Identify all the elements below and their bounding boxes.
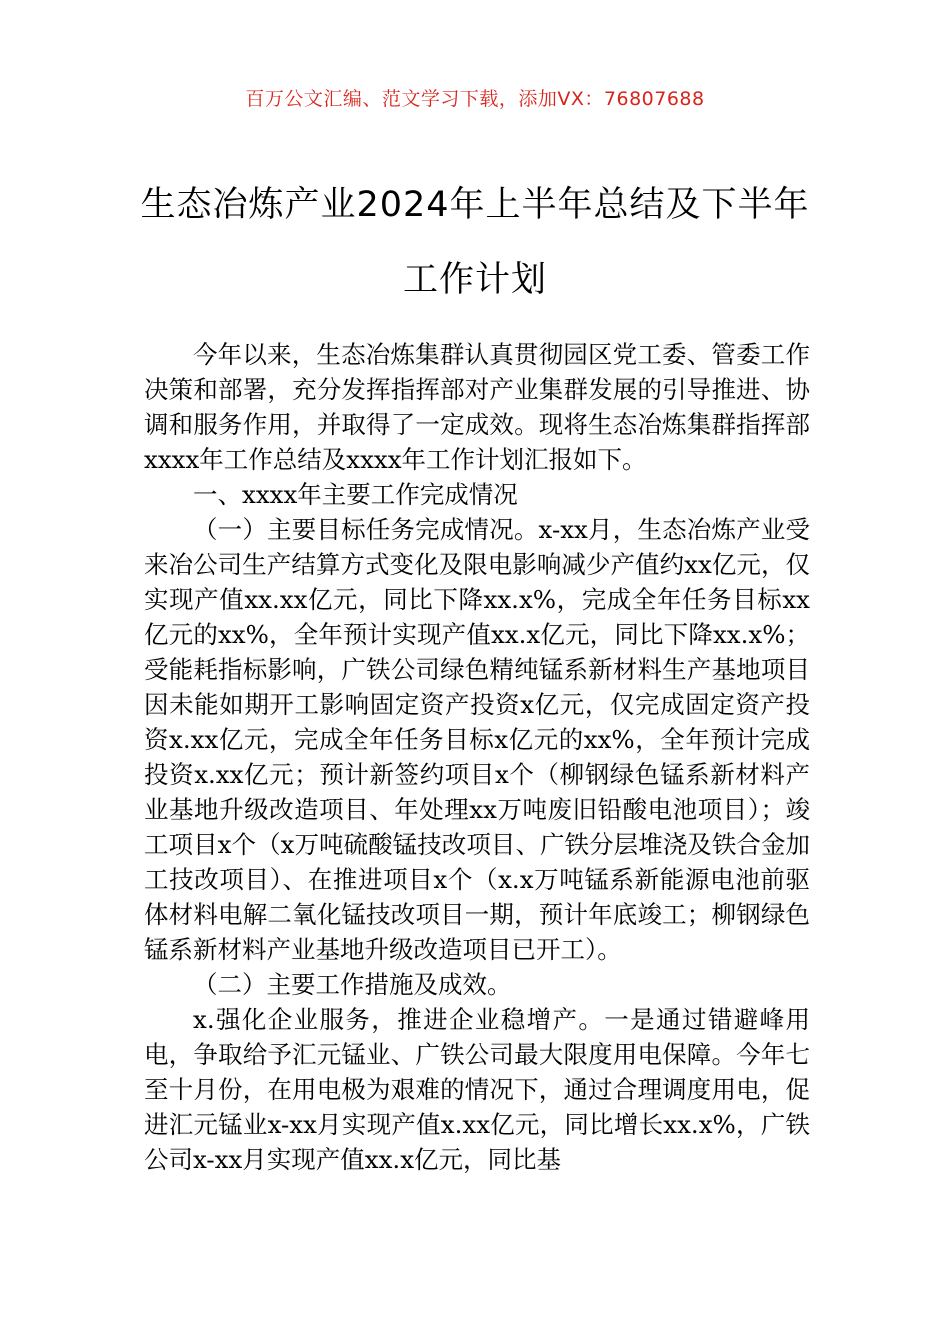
- title-line-1: 生态冶炼产业2024年上半年总结及下半年: [140, 185, 810, 225]
- section-heading-1: 一、xxxx年主要工作完成情况: [193, 480, 518, 509]
- paragraph-intro: 今年以来，生态冶炼集群认真贯彻园区党工委、管委工作决策和部署，充分发挥指挥部对产业集群发展的引导推进、协调和服务作用，并取得了一定成效。现将生态冶炼集群指挥部xxxx年工作总结及xxxx年工作计划汇报如下。: [144, 340, 810, 474]
- paragraph-measures: x.强化企业服务，推进企业稳增产。一是通过错避峰用电，争取给予汇元锰业、广铁公司最大限度用电保障。今年七至十月份，在用电极为艰难的情况下，通过合理调度用电，促进汇元锰业x-xx月实现产值x.xx亿元，同比增长xx.x%，广铁公司x-xx月实现产值xx.x亿元，同比基: [144, 1005, 810, 1174]
- document-body: [144, 337, 810, 1177]
- title-line-2: 工作计划: [402, 260, 547, 300]
- subsection-heading-2: （二）主要工作措施及成效。: [193, 970, 512, 999]
- paragraph-targets: （一）主要目标任务完成情况。x-xx月，生态冶炼产业受来冶公司生产结算方式变化及限电影响减少产值约xx亿元，仅实现产值xx.xx亿元，同比下降xx.x%，完成全年任务目标xx亿元的xx%，全年预计实现产值xx.x亿元，同比下降xx.x%；受能耗指标影响，广铁公司绿色精纯锰系新材料生产基地项目因未能如期开工影响固定资产投资x亿元，仅完成固定资产投资x.xx亿元，完成全年任务目标x亿元的xx%，全年预计完成投资x.xx亿元；预计新签约项目x个（柳钢绿色锰系新材料产业基地升级改造项目、年处理xx万吨废旧铅酸电池项目）；竣工项目x个（x万吨硫酸锰技改项目、广铁分层堆浇及铁合金加工技改项目）、在推进项目x个（x.x万吨锰系新能源电池前驱体材料电解二氧化锰技改项目一期，预计年底竣工；柳钢绿色锰系新材料产业基地升级改造项目已开工）。: [144, 515, 810, 964]
- document-title: [100, 168, 850, 318]
- header-watermark-note: 百万公文汇编、范文学习下载，添加VX：76807688: [245, 88, 705, 110]
